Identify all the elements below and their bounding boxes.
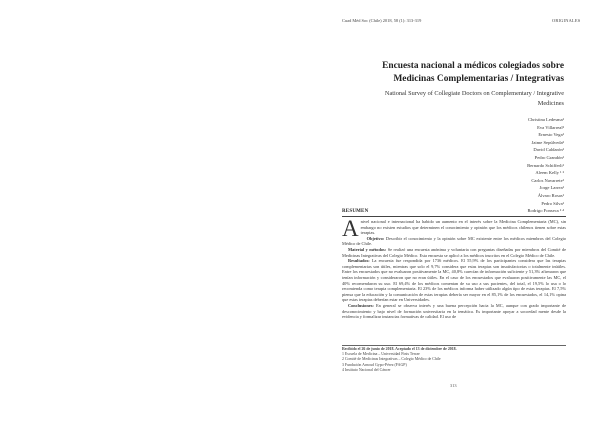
results-text: La encuesta fue respondida por 1736 médicos. El 55,9% de los participantes considera que las terapias complementarias son útiles, mientras que solo el 9,7% considera que estas terapias son insatisfactorias o totalmente inútiles. Entre los encuestados que no evaluaron positivamente la MC, 40,8% carecían de información suficiente y 51,3% afirmaron que tenían información y consideraron que no eran útiles. En el caso de los encuestados que evaluaron positivamente las MC, el 40% recomendaron su uso. El 69,4% de los médicos comentan de su uso a sus pacientes, del total, el 19,5% lo usa o lo recomienda como terapia complementaria. El 23% de los médicos informa haber utilizado algún tipo de estas terapias. El 7,5% piensa que la educación y la comunicación de estas terapias debería ser mayor en el 85,1% de los encuestados, el 14,1% opina que estas terapias deberían estar en Universidades.	[342, 258, 566, 303]
abstract-divider	[342, 216, 566, 217]
affiliation-note: 1 Escuela de Medicina – Universidad Finis Terrae	[342, 352, 420, 357]
author-list	[470, 116, 564, 215]
abstract-conclusions	[342, 303, 566, 320]
conclusions-text: En general se observa interés y una buena percepción hacia la MC, aunque con grado importante de desconocimiento y bajo nivel de formación universitaria en la temática. Es importante apoyar a socoedad mente desde la evidencia y formalizar instancias formativas de calidad. El uso de	[342, 302, 566, 320]
author-name: Eva Villarreal²	[537, 124, 564, 130]
affiliation-note: 4 Instituto Nacional del Cáncer	[342, 367, 391, 372]
abstract-body	[342, 216, 566, 320]
author-name: Jaime Sepúlveda³	[531, 139, 564, 145]
abstract-methods	[342, 247, 566, 258]
title-line-2: Medicinas Complementarias / Integrativas	[393, 74, 564, 84]
objective-label: Objetivo:	[366, 235, 385, 241]
drop-cap: A	[342, 216, 359, 241]
abstract-heading: RESUMEN	[342, 209, 369, 214]
journal-citation: Cuad Méd Soc (Chile) 2018, 58 (1): 313-319	[342, 18, 422, 23]
page-number: 313	[450, 383, 457, 388]
methods-text: Se realizó una encuesta anónima y voluntaria con preguntas diseñadas por miembros del Comité de Medicinas Integrativas del Colegio Médico. Esta encuesta se aplicó a los médicos inscritos en el Colegio Médico de Chile.	[342, 246, 566, 258]
title-english-line-1: National Survey of Collegiate Doctors on Complementary / Integrative	[384, 90, 564, 97]
abstract-results	[342, 258, 566, 303]
title-line-1: Encuesta nacional a médicos colegiados sobre	[382, 61, 564, 71]
author-name: Álvaro Rosas¹	[537, 192, 564, 198]
intro-text: nivel nacional e internacional ha habido un aumento en el interés sobre la Medicina Complementaria (MC), sin embargo no existen estudios que determinen el conocimiento y opinión que los médicos chilenos tienen sobre estas terapias.	[360, 219, 566, 236]
author-name: David Caldarón¹	[533, 147, 564, 153]
affiliation-note: 3 Fundación Arnoud Gypo-Pérez (FAGP)	[342, 362, 407, 367]
author-name: Ernesto Vega¹	[538, 132, 564, 138]
footnotes	[342, 347, 566, 373]
affiliation-note: 2 Comité de Medicinas Integrativas – Colegio Médico de Chile	[342, 357, 441, 362]
author-name: Christina Ledesma¹	[528, 117, 564, 122]
author-name: Bernardo Schifferli¹	[527, 162, 564, 168]
article-title	[330, 60, 564, 86]
abstract-objective	[342, 236, 566, 247]
author-name: Pedro Grandón¹	[534, 154, 564, 160]
received-date: Recibido el 26 de junio de 2018. Aceptado el 13 de diciembre de 2018.	[342, 347, 457, 351]
objective-text: Describir el conocimiento y la opinión sobre MC existente entre los médicos miembros del Colegio Médico de Chile.	[342, 235, 566, 247]
footnote-divider	[342, 345, 566, 346]
author-name: Jorge Larrea¹	[539, 185, 564, 191]
conclusions-label: Conclusiones:	[348, 302, 374, 308]
author-name: Aleem Kelly ¹ ²	[535, 170, 564, 176]
methods-label: Material y métodos:	[348, 246, 387, 252]
section-label: ORIGINALES	[552, 18, 581, 23]
author-name: Pedro Silva¹	[541, 200, 564, 206]
results-label: Resultados:	[348, 258, 370, 264]
author-name: Rodrigo Fonseca ³ ⁴	[527, 208, 564, 214]
article-title-english	[330, 89, 564, 108]
title-english-line-2: Medicines	[537, 99, 564, 107]
author-name: Carlos Navarrete¹	[531, 177, 564, 183]
